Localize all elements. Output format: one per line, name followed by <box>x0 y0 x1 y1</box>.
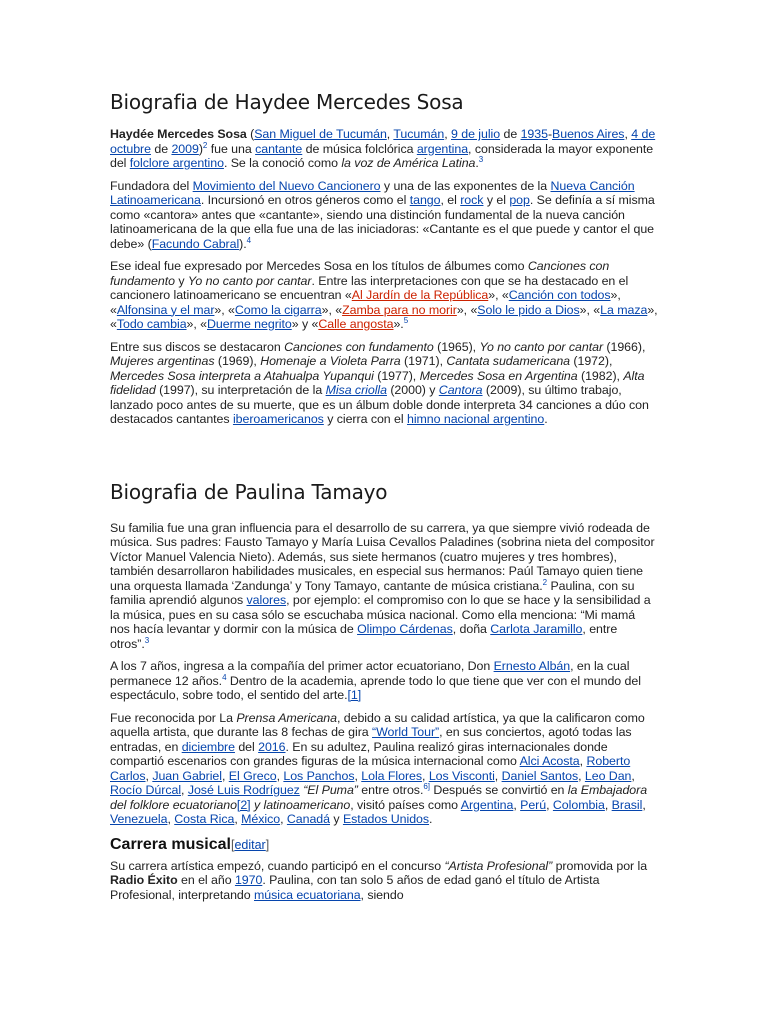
text-run: , <box>624 127 632 141</box>
inline-link[interactable]: tango <box>409 193 441 207</box>
inline-link[interactable]: rock <box>460 193 484 207</box>
text-run: del <box>234 739 259 754</box>
inline-link[interactable]: Carlota Jaramillo <box>490 622 583 636</box>
italic-text: “Artista Profesional” <box>444 858 553 873</box>
inline-link[interactable]: José Luis Rodríguez <box>187 783 300 797</box>
text-run: . Incursionó en otros géneros como el <box>200 193 410 207</box>
inline-link[interactable]: San Miguel de Tucumán <box>254 127 387 141</box>
text-run: Fue reconocida por La <box>110 710 237 725</box>
text-run: , doña <box>452 622 491 636</box>
paragraph <box>110 127 658 171</box>
text-run: », « <box>488 288 509 302</box>
text-run: . Se la conoció como <box>223 156 342 170</box>
text-run: . Entre las interpretaciones con que se ha destacado en el cancionero latinoamericano se encuentran « <box>110 273 629 302</box>
inline-link[interactable]: Facundo Cabral <box>151 236 240 251</box>
text-run: ) <box>198 141 203 156</box>
text-run: . Se definía a sí misma como «cantora» antes que «cantante», siendo una distinción fundamental de la nueva canción latinoamericana de la que ella fue una de las iniciadoras: «Cantante es el que puede y cantor el que debe» ( <box>110 193 655 251</box>
text-run: , <box>642 797 646 812</box>
text-run: , considerada la mayor exponente del <box>110 141 654 170</box>
text-run: de <box>150 141 172 156</box>
text-run: , <box>221 768 229 783</box>
text-run: , <box>513 797 521 812</box>
text-run: », « <box>321 302 343 317</box>
text-run: , por ejemplo: el compromiso con lo que se hace y la sensibilidad a la música, pues en su casa sólo se escuchaba música nacional. Como ella menciona: “Mi mamá nos hacía levantar y dormir con la música de <box>110 593 651 636</box>
italic-text: Yo no canto por cantar <box>479 339 604 354</box>
text-run: A los 7 años, ingresa a la compañía del primer actor ecuatoriano, Don <box>110 659 494 673</box>
text-run: y cierra con el <box>323 412 407 426</box>
inline-link[interactable]: 2016 <box>258 739 286 754</box>
paragraph <box>110 521 658 652</box>
text-run: (1997), su interpretación de la <box>155 383 326 397</box>
inline-link[interactable]: música ecuatoriana <box>254 887 361 902</box>
text-run: y <box>330 812 343 826</box>
text-run: , <box>494 768 502 783</box>
inline-link[interactable]: 9 de julio <box>451 127 501 141</box>
text-run: Ese ideal fue expresado por Mercedes Sosa en los títulos de álbumes como <box>110 259 528 273</box>
italic-text: Mujeres argentinas <box>110 354 215 368</box>
inline-link[interactable]: folclore argentino <box>129 156 224 170</box>
text-run: , entre otros”. <box>110 622 618 651</box>
italic-text: y latinoamericano <box>250 797 351 812</box>
inline-link[interactable]: Lola Flores <box>361 768 423 783</box>
inline-link[interactable]: Misa criolla <box>325 383 387 397</box>
edit-link[interactable]: editar <box>234 837 266 852</box>
text-run: , <box>578 768 585 783</box>
text-run: , visitó países como <box>350 797 461 812</box>
document-body <box>110 87 658 910</box>
text-run: y el <box>483 193 510 207</box>
text-run: , <box>631 768 635 783</box>
text-run: , <box>145 768 153 783</box>
text-run: , <box>354 768 362 783</box>
inline-link[interactable]: Los Panchos <box>283 768 355 783</box>
footnote-ref[interactable]: 5 <box>403 315 409 325</box>
text-run: », « <box>186 317 208 331</box>
inline-link[interactable]: Los Visconti <box>428 768 495 783</box>
inline-link[interactable]: Daniel Santos <box>501 768 579 783</box>
text-run: . <box>544 412 548 426</box>
italic-text: Homenaje a Violeta Parra <box>260 354 401 368</box>
text-run: (1965), <box>433 339 480 354</box>
inline-link[interactable]: [2] <box>236 797 251 812</box>
text-run: Paulina, con su familia aprendió algunos <box>110 578 635 607</box>
inline-link[interactable]: diciembre <box>181 739 235 754</box>
inline-link[interactable]: Brasil <box>611 797 643 812</box>
inline-link[interactable]: Zamba para no morir <box>342 302 457 317</box>
inline-link[interactable]: Estados Unidos <box>342 812 430 826</box>
text-run: , <box>280 812 287 826</box>
footnote-ref[interactable]: 4 <box>246 235 252 245</box>
inline-link[interactable]: Tucumán <box>393 127 445 141</box>
footnote-ref[interactable]: 4 <box>222 672 227 682</box>
bold-text: Radio Éxito <box>110 873 178 887</box>
footnote-ref[interactable]: 3 <box>478 154 484 164</box>
text-run: entre otros. <box>357 783 424 797</box>
subheading-carrera-musical <box>110 835 658 855</box>
text-run: , <box>579 754 587 768</box>
inline-link[interactable]: Cantora <box>438 383 483 397</box>
bold-text: Haydée Mercedes Sosa <box>110 127 247 141</box>
text-run: , <box>276 768 284 783</box>
inline-link[interactable]: Como la cigarra <box>234 302 322 317</box>
inline-link[interactable]: Alfonsina y el mar <box>116 302 215 317</box>
text-run: , siendo <box>360 887 404 902</box>
inline-link[interactable]: 4 de octubre <box>110 127 656 156</box>
inline-link[interactable]: Rocío Dúrcal <box>110 783 182 797</box>
inline-link[interactable]: 1935 <box>520 127 548 141</box>
inline-link[interactable]: Juan Gabriel <box>152 768 222 783</box>
text-run: , <box>444 127 451 141</box>
inline-link[interactable]: Nueva Canción Latinoamericana <box>110 178 635 207</box>
italic-text: Mercedes Sosa en Argentina <box>419 368 578 383</box>
text-run: (1969), <box>214 354 261 368</box>
text-run: ». <box>393 317 404 331</box>
inline-link[interactable]: Roberto Carlos <box>110 754 631 783</box>
inline-link[interactable]: Canadá <box>286 812 330 826</box>
text-run: fue una <box>207 141 256 156</box>
text-run: (1966), <box>603 339 646 354</box>
text-run: , <box>422 768 429 783</box>
text-run: . <box>429 812 433 826</box>
italic-text: “El Puma” <box>303 783 358 797</box>
text-run: », « <box>456 302 478 317</box>
inline-link[interactable]: himno nacional argentino <box>406 412 545 426</box>
text-run: Dentro de la academia, aprende todo lo que tiene que ver con el mundo del espectáculo, sobre todo, el sentido del arte. <box>110 673 641 702</box>
inline-link[interactable]: Calle angosta <box>318 317 394 331</box>
text-run: (1971), <box>400 354 447 368</box>
text-run: y una de las exponentes de la <box>380 178 551 193</box>
inline-link[interactable]: Venezuela <box>110 812 168 826</box>
italic-text: Canciones con fundamento <box>110 259 610 288</box>
subheading-label: Carrera musical <box>110 835 231 853</box>
inline-link[interactable]: pop <box>509 193 530 207</box>
inline-link[interactable]: [1] <box>347 688 362 702</box>
section-title-sosa: Biografia de Haydee Mercedes Sosa <box>110 90 464 114</box>
inline-link[interactable]: Solo le pido a Dios <box>477 302 580 317</box>
text-run: , <box>604 797 612 812</box>
paragraph <box>110 659 658 703</box>
italic-text: Prensa Americana <box>236 710 337 725</box>
inline-link[interactable]: Todo cambia <box>116 317 187 331</box>
footnote-ref[interactable]: 3 <box>144 635 150 645</box>
text-run: , <box>546 797 553 812</box>
text-run: (1982), <box>577 368 624 383</box>
inline-link[interactable]: Olimpo Cárdenas <box>357 622 453 636</box>
text-run: . Paulina, con tan solo 5 años de edad ganó el título de Artista Profesional, interpretando <box>110 873 600 902</box>
inline-link[interactable]: “World Tour” <box>372 725 440 739</box>
text-run: , <box>181 783 188 797</box>
edit-section: [editar] <box>230 837 270 852</box>
text-run: en el año <box>177 873 235 887</box>
inline-link[interactable]: Movimiento del Nuevo Cancionero <box>192 178 381 193</box>
section-title-tamayo: Biografia de Paulina Tamayo <box>110 479 388 504</box>
italic-text: Alta fidelidad <box>110 368 645 397</box>
inline-link[interactable]: Canción con todos <box>508 288 611 302</box>
inline-link[interactable]: Duerme negrito <box>207 317 292 331</box>
italic-text: Cantata sudamericana <box>446 354 571 368</box>
inline-link[interactable]: Buenos Aires <box>552 127 625 141</box>
footnote-ref[interactable]: 2 <box>202 140 208 150</box>
inline-link[interactable]: 1970 <box>234 873 263 887</box>
paragraph <box>110 859 658 903</box>
text-run: », « <box>579 302 601 317</box>
text-run: », « <box>110 288 621 317</box>
text-run: , en sus conciertos, agotó todas las entradas, en <box>110 725 632 754</box>
text-run: . En su adultez, Paulina realizó giras internacionales donde compartió escenarios con grandes figuras de la música internacional como <box>110 739 608 768</box>
inline-link[interactable]: Colombia <box>552 797 605 812</box>
text-run: Fundadora del <box>110 178 193 193</box>
inline-link[interactable]: Argentina <box>460 797 514 812</box>
paragraph <box>110 179 658 252</box>
italic-text: la Embajadora del folklore ecuatoriano <box>110 783 648 812</box>
inline-link[interactable]: 2009 <box>171 141 199 156</box>
inline-link[interactable]: Perú <box>520 797 547 812</box>
text-run: promovida por la <box>552 858 648 873</box>
inline-link[interactable]: México <box>241 812 281 826</box>
text-run: ). <box>239 236 247 251</box>
text-run: (2009), su último trabajo, lanzado poco antes de su muerte, que es un álbum doble donde interpreta 34 canciones a dúo con destacados cantantes <box>110 383 649 426</box>
text-run: de música folclórica <box>302 141 417 156</box>
italic-text: Yo no canto por cantar <box>187 273 312 288</box>
inline-link[interactable]: argentina <box>416 141 469 156</box>
italic-text: la voz de América Latina <box>341 156 476 170</box>
text-run: (1977), <box>373 368 420 383</box>
text-run: , <box>167 812 175 826</box>
italic-text: Canciones con fundamento <box>284 339 434 354</box>
inline-link[interactable]: Al Jardín de la República <box>351 288 489 302</box>
text-run: - <box>547 127 553 141</box>
text-run: », « <box>214 302 235 317</box>
text-run: , <box>386 127 394 141</box>
text-run: », « <box>110 302 658 331</box>
text-run: Entre sus discos se destacaron <box>110 339 285 354</box>
paragraph <box>110 259 658 332</box>
inline-link[interactable]: Costa Rica <box>174 812 235 826</box>
inline-link[interactable]: Alci Acosta <box>519 754 580 768</box>
inline-link[interactable]: La maza <box>600 302 648 317</box>
text-run: » y « <box>291 317 319 331</box>
paragraph <box>110 340 658 427</box>
text-run: . <box>475 156 479 170</box>
text-run: , el <box>440 193 461 207</box>
footnote-ref[interactable]: 2 <box>542 577 548 587</box>
inline-link[interactable]: valores <box>246 593 287 607</box>
footnote-ref[interactable]: 6] <box>423 781 430 791</box>
inline-link[interactable]: El Greco <box>228 768 277 783</box>
text-run: de <box>500 127 521 141</box>
text-run: , en la cual permanece 12 años. <box>110 659 630 688</box>
inline-link[interactable]: Leo Dan <box>584 768 632 783</box>
text-run: ( <box>246 127 255 141</box>
inline-link[interactable]: iberoamericanos <box>232 412 324 426</box>
text-run: Su carrera artística empezó, cuando participó en el concurso <box>110 858 445 873</box>
text-run: (2000) y <box>386 383 439 397</box>
text-run: , debido a su calidad artística, ya que la calificaron como aquella artista, que durante las 8 fechas de gira <box>110 710 645 739</box>
text-run: Su familia fue una gran influencia para el desarrollo de su carrera, ya que siempre vivió rodeada de música. Sus padres: Fausto Tamayo y María Luisa Cevallos Paladines (sobrina nieta del compositor Víctor Manuel Valencia Nieto). Además, sus siete hermanos (cuatro mujeres y tres hombres), también desarrollaron habilidades musicales, en especial sus hermanos: Paúl Tamayo quien tiene una orquesta llamada ‘Zandunga’ y Tony Tamayo, cantante de música cristiana. <box>110 520 655 593</box>
text-run: , <box>234 812 242 826</box>
italic-text: Mercedes Sosa interpreta a Atahualpa Yupanqui <box>110 368 374 383</box>
text-run: y <box>174 273 188 288</box>
text-run: Después se convirtió en <box>429 783 568 797</box>
inline-link[interactable]: Ernesto Albán <box>493 659 571 673</box>
text-run: (1972), <box>570 354 613 368</box>
inline-link[interactable]: cantante <box>255 141 303 156</box>
paragraph <box>110 711 658 827</box>
